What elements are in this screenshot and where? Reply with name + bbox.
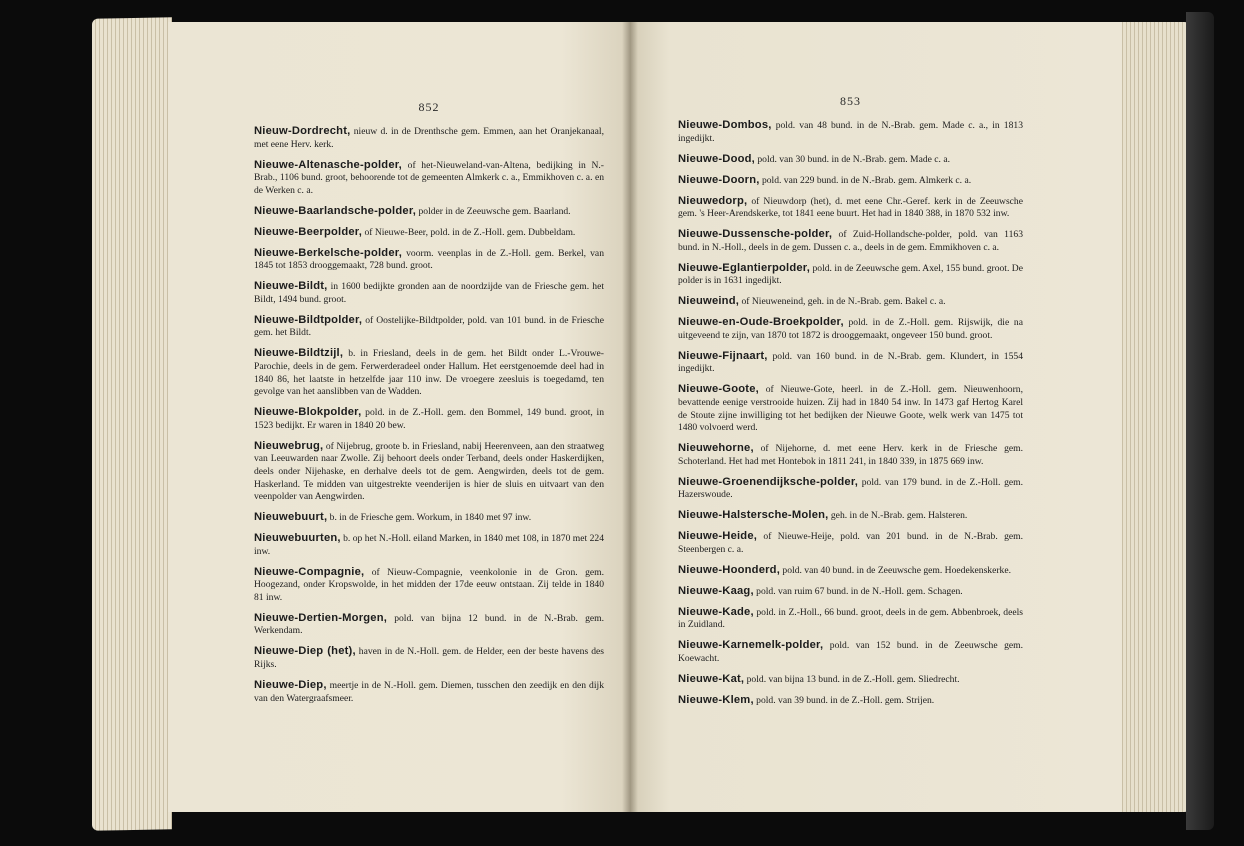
entry-text: haven in de N.-Holl. gem. de Helder, een der beste havens des Rijks. bbox=[254, 646, 604, 671]
page-number-right: 853 bbox=[840, 94, 861, 108]
dictionary-entry bbox=[678, 316, 1023, 342]
entry-text: geh. in de N.-Brab. gem. Halsteren. bbox=[828, 510, 968, 522]
entry-text: pold. in de Z.-Holl. gem. den Bommel, 149 bund. groot, in 1523 bedijkt. Er waren in 1840 20 bew. bbox=[254, 407, 604, 431]
entry-text: pold. van bijna 12 bund. in de N.-Brab. gem. Werkendam. bbox=[254, 612, 604, 637]
entry-text: pold. van 179 bund. in de Z.-Holl. gem. Hazerswoude. bbox=[678, 476, 1023, 501]
entry-text: pold. in de Zeeuwsche gem. Axel, 155 bund. groot. De polder is in 1631 ingedijkt. bbox=[678, 262, 1023, 287]
entry-headword: Nieuwe-Karnemelk-polder, bbox=[678, 639, 824, 652]
book-gutter bbox=[622, 22, 638, 812]
entry-headword: Nieuwe-Halstersche-Molen, bbox=[678, 509, 829, 522]
dictionary-entry bbox=[254, 645, 604, 671]
dictionary-entry bbox=[678, 476, 1023, 502]
entry-text: pold. van 40 bund. in de Zeeuwsche gem. Hoedekenskerke. bbox=[780, 564, 1012, 576]
entry-headword: Nieuwe-Berkelsche-polder, bbox=[254, 246, 403, 259]
entry-headword: Nieuwe-en-Oude-Broekpolder, bbox=[678, 316, 844, 329]
dictionary-entry bbox=[678, 442, 1023, 468]
dictionary-entry bbox=[678, 639, 1023, 665]
entry-headword: Nieuwe-Fijnaart, bbox=[678, 349, 768, 362]
entry-text: in 1600 bedijkte gronden aan de noordzijde van de Friesche gem. het Bildt, 1494 bund. groot. bbox=[254, 281, 604, 305]
right-page-content bbox=[678, 94, 1023, 715]
dictionary-entry bbox=[678, 153, 1023, 167]
entry-headword: Nieuwe-Dombos, bbox=[678, 119, 772, 131]
entry-headword: Nieuwe-Beerpolder, bbox=[254, 225, 363, 238]
entry-text: pold. in de Z.-Holl. gem. Rijswijk, die na uitgeveend te zijn, van 1870 tot 1872 is drooggemaakt, ongeveer 150 bund. groot. bbox=[678, 317, 1023, 341]
left-page-content bbox=[254, 100, 604, 713]
dictionary-entry bbox=[254, 440, 604, 504]
entry-headword: Nieuwe-Kade, bbox=[678, 605, 754, 618]
entry-headword: Nieuweind, bbox=[678, 295, 740, 308]
entry-headword: Nieuwe-Dood, bbox=[678, 152, 755, 165]
entry-text: of Nieuw-Compagnie, veenkolonie in de Gron. gem. Hoogezand, onder Kropswolde, in het midden der 17de eeuw ontstaan. Zij telde in 1840 81 inw. bbox=[254, 566, 604, 603]
entry-text: of Zuid-Hollandsche-polder, pold. van 1163 bund. in N.-Holl., deels in de gem. Dussen c. a., deels in de gem. Emmikhoven c. a. bbox=[678, 229, 1023, 253]
entry-text: nieuw d. in de Drenthsche gem. Emmen, aan het Oranjekanaal, met eene Herv. kerk. bbox=[254, 126, 604, 150]
entry-headword: Nieuwedorp, bbox=[678, 194, 748, 207]
dictionary-entry bbox=[678, 195, 1023, 221]
dictionary-entry bbox=[254, 532, 604, 558]
dictionary-entry bbox=[678, 694, 1023, 708]
dictionary-entry bbox=[254, 612, 604, 638]
entry-text: pold. van bijna 13 bund. in de Z.-Holl. gem. Sliedrecht. bbox=[744, 674, 960, 686]
dictionary-entry bbox=[254, 511, 604, 525]
entry-headword: Nieuwebrug, bbox=[254, 439, 324, 452]
dictionary-entry bbox=[678, 262, 1023, 288]
dictionary-entry bbox=[254, 347, 604, 398]
dictionary-entry bbox=[254, 247, 604, 273]
entry-headword: Nieuwehorne, bbox=[678, 442, 754, 455]
entry-headword: Nieuwe-Kaag, bbox=[678, 584, 754, 597]
entry-headword: Nieuwe-Baarlandsche-polder, bbox=[254, 204, 417, 217]
entry-headword: Nieuwe-Bildtzijl, bbox=[254, 347, 344, 360]
dictionary-entry bbox=[678, 228, 1023, 254]
entry-text: meertje in de N.-Holl. gem. Diemen, tusschen den zeedijk en den dijk van den Watergraafsmeer. bbox=[254, 680, 604, 704]
entry-text: pold. van 39 bund. in de Z.-Holl. gem. Strijen. bbox=[753, 695, 935, 707]
entry-text: pold. van 160 bund. in de N.-Brab. gem. Klundert, in 1554 ingedijkt. bbox=[678, 350, 1023, 375]
entry-text: of Oostelijke-Bildtpolder, pold. van 101 bund. in de Friesche gem. het Bildt. bbox=[254, 314, 604, 339]
entry-headword: Nieuwe-Groenendijksche-polder, bbox=[678, 475, 859, 488]
left-page bbox=[168, 22, 630, 812]
dictionary-entry bbox=[254, 125, 604, 151]
entry-text: of Nijehorne, d. met eene Herv. kerk in de Friesche gem. Schoterland. Het had met Hontebok in 1811 241, in 1840 339, in 1875 669 inw. bbox=[678, 443, 1023, 467]
entry-headword: Nieuwe-Blokpolder, bbox=[254, 406, 362, 419]
dictionary-entry bbox=[254, 566, 604, 605]
right-page bbox=[630, 22, 1122, 812]
dictionary-entry bbox=[678, 673, 1023, 687]
entry-text: b. op het N.-Holl. eiland Marken, in 1840 met 108, in 1870 met 224 inw. bbox=[254, 533, 604, 557]
entry-text: pold. van 30 bund. in de N.-Brab. gem. Made c. a. bbox=[754, 153, 951, 165]
entry-headword: Nieuwe-Dertien-Morgen, bbox=[254, 611, 388, 624]
entry-headword: Nieuwe-Doorn, bbox=[678, 173, 760, 186]
dictionary-entry bbox=[678, 530, 1023, 556]
entry-headword: Nieuwe-Heide, bbox=[678, 530, 758, 543]
page-number-left: 852 bbox=[418, 100, 440, 114]
dictionary-entry bbox=[678, 606, 1023, 632]
entry-text: b. in Friesland, deels in de gem. het Bildt onder L.-Vrouwe-Parochie, deels in de gem. Ferwerderadeel onder Hallum. Het eerstgenoemde deel had in 1840 86, het laatste in hetzelfde jaar 110 inw. De vroegere zeesluis is toegedamd, ten gevolge van het aanslibben van de Wadden. bbox=[254, 348, 604, 398]
dictionary-entry bbox=[678, 383, 1023, 434]
dictionary-entry bbox=[254, 159, 604, 198]
entry-headword: Nieuwe-Diep (het), bbox=[254, 645, 356, 658]
dictionary-entry bbox=[678, 295, 1023, 309]
entry-text: of Nieuwe-Heije, pold. van 201 bund. in de N.-Brab. gem. Steenbergen c. a. bbox=[678, 531, 1023, 555]
entry-headword: Nieuwe-Goote, bbox=[678, 383, 759, 396]
entry-headword: Nieuwebuurt, bbox=[254, 511, 328, 524]
entry-text: voorm. veenplas in de Z.-Holl. gem. Berkel, van 1845 tot 1853 drooggemaakt, 728 bund. groot. bbox=[254, 247, 604, 272]
entry-headword: Nieuwe-Bildt, bbox=[254, 280, 328, 293]
dictionary-entry bbox=[254, 314, 604, 340]
entry-headword: Nieuwe-Eglantierpolder, bbox=[678, 261, 811, 274]
entry-text: of Nieuwe-Beer, pold. in de Z.-Holl. gem. Dubbeldam. bbox=[362, 226, 576, 238]
dictionary-entry bbox=[678, 585, 1023, 599]
entry-text: of Nieuwe-Gote, heerl. in de Z.-Holl. gem. Nieuwenhoorn, bevattende eenige verstrooide huizen. Zij had in 1840 54 inw. In 1473 gaf Hertog Karel de Stoute zijne inwilliging tot het bedijken der Nieuwe Goote, welk werk van 1475 tot 1480 volvoerd werd. bbox=[678, 384, 1023, 434]
entry-text: of het-Nieuweland-van-Altena, bedijking in N.-Brab., 1106 bund. groot, behoorende tot de gemeenten Almkerk c. a., Emmikhoven c. a. en de Werken c. a. bbox=[254, 159, 604, 196]
dictionary-entry bbox=[678, 350, 1023, 376]
dictionary-entry bbox=[254, 226, 604, 240]
entry-text: of Nieuweneind, geh. in de N.-Brab. gem. Bakel c. a. bbox=[739, 296, 946, 308]
dictionary-entry bbox=[678, 564, 1023, 578]
entry-text: pold. van 229 bund. in de N.-Brab. gem. Almkerk c. a. bbox=[759, 174, 972, 186]
right-page-edges bbox=[1118, 22, 1192, 812]
dictionary-entry bbox=[254, 280, 604, 306]
entry-headword: Nieuwe-Bildtpolder, bbox=[254, 313, 363, 326]
entry-headword: Nieuwebuurten, bbox=[254, 532, 341, 545]
entry-headword: Nieuw-Dordrecht, bbox=[254, 125, 351, 137]
book-cover-edge bbox=[1186, 12, 1214, 830]
entry-text: pold. van 48 bund. in de N.-Brab. gem. Made c. a., in 1813 ingedijkt. bbox=[678, 120, 1023, 144]
dictionary-entry bbox=[254, 406, 604, 432]
entry-text: pold. van 152 bund. in de Zeeuwsche gem. Koewacht. bbox=[678, 640, 1023, 665]
dictionary-entry bbox=[678, 119, 1023, 145]
entry-headword: Nieuwe-Dussensche-polder, bbox=[678, 228, 833, 241]
entry-text: of Nieuwdorp (het), d. met eene Chr.-Geref. kerk in de Zeeuwsche gem. 's Heer-Arendskerke, tot 1841 eene buurt. Het had in 1840 388, in 1870 532 inw. bbox=[678, 195, 1023, 220]
entry-headword: Nieuwe-Diep, bbox=[254, 679, 327, 692]
entry-text: pold. van ruim 67 bund. in de N.-Holl. gem. Schagen. bbox=[753, 585, 963, 597]
entry-headword: Nieuwe-Kat, bbox=[678, 673, 745, 686]
entry-headword: Nieuwe-Hoonderd, bbox=[678, 563, 781, 576]
dictionary-entry bbox=[678, 509, 1023, 523]
entry-text: of Nijebrug, groote b. in Friesland, nabij Heerenveen, aan den straatweg van Leeuwarden naar Zwolle. Zij behoort deels onder Terband, deels onder Haskerdijken, deels onder Nijehaske, en derhalve deels tot de gem. Aengwirden, deels tot de gem. Haskerland. Te midden van uitgestrekte veenderijen is hier de sluis en uitvaart van den veenpolder van Aengwirden. bbox=[254, 440, 604, 503]
entry-text: b. in de Friesche gem. Workum, in 1840 met 97 inw. bbox=[327, 512, 532, 524]
entry-headword: Nieuwe-Klem, bbox=[678, 694, 754, 707]
entry-text: polder in de Zeeuwsche gem. Baarland. bbox=[416, 205, 571, 217]
dictionary-entry bbox=[254, 205, 604, 219]
dictionary-entry bbox=[678, 174, 1023, 188]
entry-text: pold. in Z.-Holl., 66 bund. groot, deels in de gem. Abbenbroek, deels in Zuidland. bbox=[678, 606, 1023, 631]
left-page-edges bbox=[92, 17, 172, 830]
dictionary-entry bbox=[254, 679, 604, 705]
entry-headword: Nieuwe-Compagnie, bbox=[254, 565, 365, 578]
entry-headword: Nieuwe-Altenasche-polder, bbox=[254, 158, 402, 171]
